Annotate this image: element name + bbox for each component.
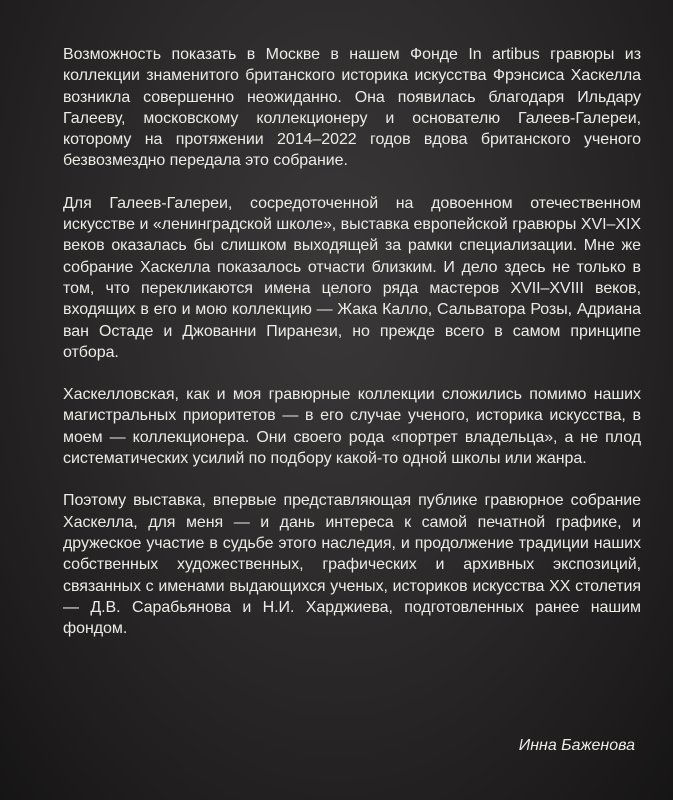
paragraph-2: Для Галеев-Галереи, сосредоточенной на довоенном отечественном искусстве и «ленинградской школе», выставка европейской гравюры XVI–XIX веков оказалась бы слишком выходящей за рамки специализации. Мне же собрание Хаскелла показалось отчасти близким. И дело здесь не только в том, что перекликаются имена целого ряда мастеров XVII–XVIII веков, входящих в его и мою коллекцию — Жака Калло, Сальватора Розы, Адриана ван Остаде и Джованни Пиранези, но прежде всего в самом принципе отбора. (63, 194, 641, 361)
text-panel (63, 44, 641, 660)
author-signature: Инна Баженова (518, 737, 635, 754)
paragraph-3: Хаскелловская, как и моя гравюрные коллекции сложились помимо наших магистральных приоритетов — в его случае ученого, историка искусства, в моем — коллекционера. Они своего рода «портрет владельца», а не плод систематических усилий по подбору какой-то одной школы или жанра. (63, 386, 641, 468)
paragraph-4: Поэтому выставка, впервые представляющая публике гравюрное собрание Хаскелла, для меня — и дань интереса к самой печатной графике, и дружеское участие в судьбе этого наследия, и продолжение традиции наших собственных художественных, графических и архивных экспозиций, связанных с именами выдающихся ученых, историков искусства XX столетия — Д.В. Сарабьянова и Н.И. Харджиева, подготовленных ранее нашим фондом. (63, 492, 641, 638)
paragraph-1: Возможность показать в Москве в нашем Фонде In artibus гравюры из коллекции знаменитого британского историка искусства Фрэнсиса Хаскелла возникла совершенно неожиданно. Она появилась благодаря Ильдару Галееву, московскому коллекционеру и основателю Галеев-Галереи, которому на протяжении 2014–2022 годов вдова британского ученого безвозмездно передала это собрание. (63, 46, 641, 170)
